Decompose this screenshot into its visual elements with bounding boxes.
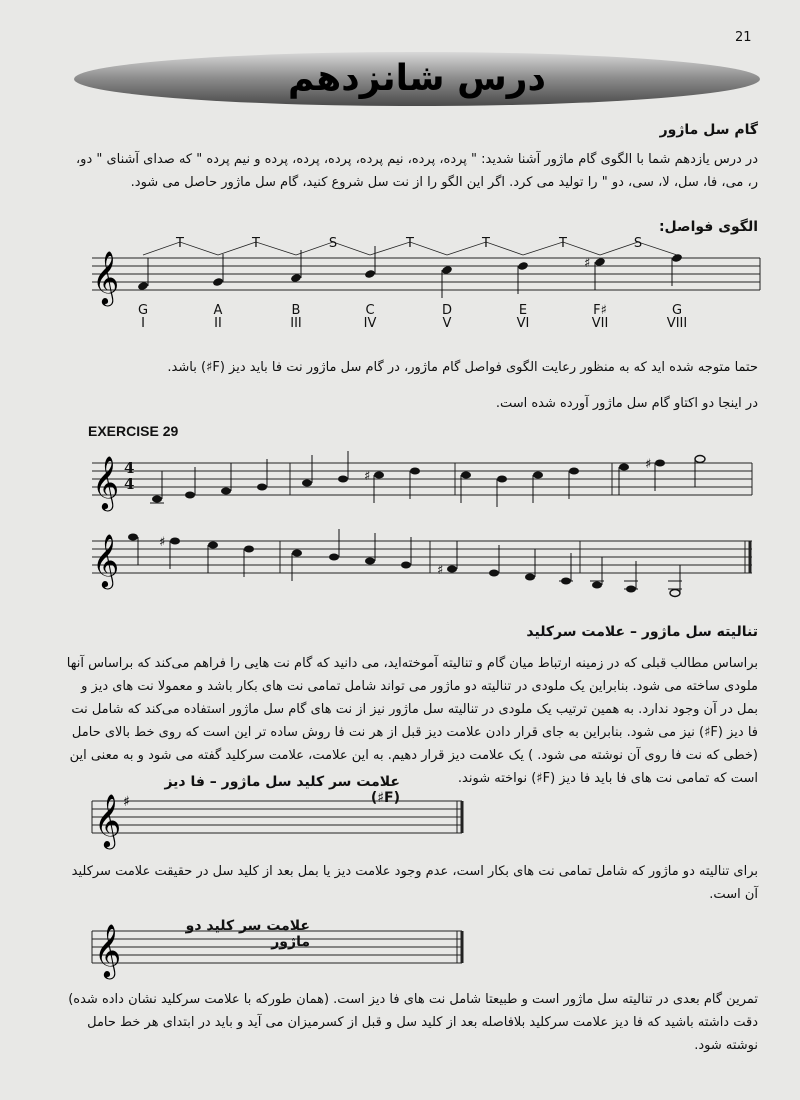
fsharp-note-paragraph: حتما متوجه شده اید که به منظور رعایت الگوی فواصل گام ماژور، در گام سل ماژور نت فا باید دیز (F♯) باشد. <box>167 360 758 375</box>
lesson-title: درس شانزدهم <box>288 58 546 99</box>
note-name: B <box>291 303 301 318</box>
treble-clef-icon: 𝄞 <box>92 250 120 304</box>
key-signature-c-title: علامت سر کلید دو ماژور <box>185 918 310 950</box>
intro-paragraph: در درس یازدهم شما با الگوی گام ماژور آشنا شدید: " پرده، پرده، نیم پرده، پرده، پرده، پرده و نیم پرده " که صدای آشنای " دو، ر، می، فا، سل، لا، سی، دو " را تولید می کرد. اگر این الگو را از نت سل شروع کنید، گام سل ماژور حاصل می شود. <box>75 152 758 190</box>
treble-clef-icon: 𝄞 <box>94 923 122 977</box>
next-exercise-paragraph: تمرین گام بعدی در تنالیته سل ماژور است و طبیعتا شامل نت های فا دیز است. (همان طورکه با علامت سرکلید نشان داده شده) دقت داشته باشید که فا دیز علامت سرکلید بلافاصله بعد از کلید سل و قبل از کسرمیزان می آید و باید در ابتدای هر خط حامل نوشته شود. <box>68 992 758 1053</box>
note-name: A <box>213 303 223 318</box>
step-label: S <box>633 236 643 251</box>
degree-numeral: III <box>290 316 302 331</box>
note-name: F♯ <box>593 303 607 318</box>
degree-numeral: II <box>214 316 222 331</box>
time-signature-top: 4 <box>124 459 135 477</box>
step-label: S <box>328 236 338 251</box>
sharp-icon: ♯ <box>123 794 130 810</box>
two-octaves-paragraph: در اینجا دو اکتاو گام سل ماژور آورده شده است. <box>495 396 758 411</box>
step-label: T <box>406 236 414 251</box>
step-label: T <box>559 236 567 251</box>
exercise-notes-2 <box>128 529 682 597</box>
note-name: C <box>365 303 375 318</box>
exercise-staff-1 <box>92 463 752 495</box>
svg-text:♯: ♯ <box>159 535 166 550</box>
exercise-label: EXERCISE 29 <box>88 423 179 439</box>
page-number: 21 <box>735 30 752 45</box>
note-name: G <box>671 303 683 318</box>
treble-clef-icon: 𝄞 <box>92 455 120 509</box>
svg-text:♯: ♯ <box>645 457 652 472</box>
time-signature-bottom: 4 <box>124 475 135 493</box>
treble-clef-icon: 𝄞 <box>94 793 122 847</box>
step-label: T <box>482 236 490 251</box>
degree-numeral: VI <box>516 316 530 331</box>
step-label: T <box>176 236 184 251</box>
note-name: G <box>137 303 149 318</box>
time-signature <box>124 460 134 492</box>
svg-text:♯: ♯ <box>364 469 371 484</box>
interval-pattern-heading: الگوی فواصل: <box>658 219 758 235</box>
note-name: D <box>441 303 452 318</box>
degree-numeral: VII <box>591 316 609 331</box>
note-name: E <box>518 303 528 318</box>
section-heading-g-major: گام سل ماژور <box>659 122 758 138</box>
c-major-paragraph: برای تنالیته دو ماژور که شامل تمامی نت های بکار است، عدم وجود علامت دیز یا بمل بعد از کلید سل در حقیقت علامت سرکلید آن است. <box>71 864 758 902</box>
degree-numeral: V <box>442 316 452 331</box>
treble-clef-icon: 𝄞 <box>92 533 120 587</box>
interval-staff <box>92 258 760 290</box>
key-signature-g-title: علامت سر کلید سل ماژور – فا دیز (F♯) <box>164 774 400 806</box>
degree-numeral: VIII <box>666 316 688 331</box>
exercise-staff-2 <box>92 541 752 573</box>
section-heading-tonality: تنالیته سل ماژور – علامت سرکلید <box>526 624 758 640</box>
degree-numeral: IV <box>363 316 377 331</box>
svg-text:♯: ♯ <box>437 563 444 578</box>
step-label: T <box>252 236 260 251</box>
degree-numeral: I <box>141 316 145 331</box>
svg-text:♯: ♯ <box>584 256 591 271</box>
tonality-paragraph: براساس مطالب قبلی که در زمینه ارتباط میان گام و تنالیته آموخته‌اید، می دانید که گام نت هایی را فراهم می‌کند که براساس آنها ملودی ساخته می شود. بنابراین یک ملودی در تنالیته دو ماژور می تواند شامل تمامی نت های بکار باشد و معمولا نت های دیز و بمل در آن وجود ندارد. به همین ترتیب یک ملودی در تنالیته سل ماژور نیز از نت های گام سل ماژور استفاده می‌کند که شامل نت فا دیز (F♯) نیز می شود. بنابراین به جای قرار دادن علامت دیز قبل از هر نت فا روش ساده تر این است که روی خط بالای حامل (خطی که نت فا روی آن نوشته می شود. ) یک علامت دیز قرار دهیم. به این علامت، علامت سرکلید گفته می شود و به معنی این است که تمامی نت های فا باید فا دیز (F♯) نواخته شوند. <box>66 656 758 786</box>
